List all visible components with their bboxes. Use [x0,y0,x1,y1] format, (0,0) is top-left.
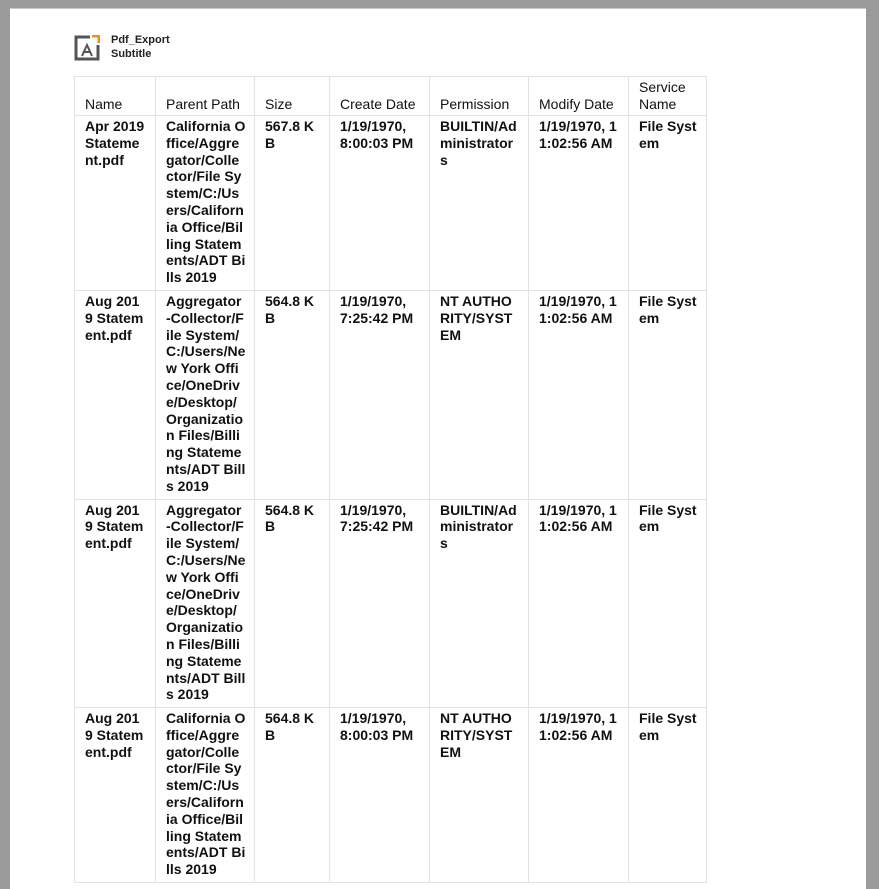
table-row [75,499,707,708]
table-cell: File System [629,116,707,291]
table-header-row [75,77,707,116]
column-header: Name [75,77,156,116]
table-cell: 564.8 KB [255,290,330,499]
column-header: Size [255,77,330,116]
table-row [75,290,707,499]
table-cell: 564.8 KB [255,708,330,883]
column-header: Modify Date [529,77,629,116]
table-cell: Aggregator-Collector/File System/C:/Users/New York Office/OneDrive/Desktop/Organization Files/Billing Statements/ADT Bills 2019 [156,290,255,499]
table-row [75,708,707,883]
column-header: Service Name [629,77,707,116]
column-header: Create Date [330,77,430,116]
table-cell: 1/19/1970, 7:25:42 PM [330,499,430,708]
table-cell: Aggregator-Collector/File System/C:/Users/New York Office/OneDrive/Desktop/Organization Files/Billing Statements/ADT Bills 2019 [156,499,255,708]
document-title: Pdf_Export [111,34,170,46]
table-cell: Aug 2019 Statement.pdf [75,708,156,883]
table-cell: File System [629,499,707,708]
table-cell: California Office/Aggregator/Collector/File System/C:/Users/California Office/Billing Statements/ADT Bills 2019 [156,116,255,291]
table-cell: Aug 2019 Statement.pdf [75,499,156,708]
app-logo-icon [74,35,100,61]
table-cell: NT AUTHORITY/SYSTEM [430,708,529,883]
table-cell: 1/19/1970, 11:02:56 AM [529,499,629,708]
table-cell: 1/19/1970, 11:02:56 AM [529,708,629,883]
column-header: Parent Path [156,77,255,116]
table-cell: File System [629,708,707,883]
table-cell: 567.8 KB [255,116,330,291]
files-table [74,76,707,883]
table-cell: California Office/Aggregator/Collector/File System/C:/Users/California Office/Billing Statements/ADT Bills 2019 [156,708,255,883]
table-cell: 1/19/1970, 11:02:56 AM [529,290,629,499]
pdf-page [10,8,866,889]
table-cell: BUILTIN/Administrators [430,116,529,291]
table-cell: BUILTIN/Administrators [430,499,529,708]
column-header: Permission [430,77,529,116]
table-cell: 1/19/1970, 7:25:42 PM [330,290,430,499]
table-cell: 1/19/1970, 8:00:03 PM [330,708,430,883]
table-cell: Apr 2019 Statement.pdf [75,116,156,291]
table-cell: Aug 2019 Statement.pdf [75,290,156,499]
table-cell: 1/19/1970, 8:00:03 PM [330,116,430,291]
document-subtitle: Subtitle [111,48,152,60]
table-cell: NT AUTHORITY/SYSTEM [430,290,529,499]
table-row [75,116,707,291]
table-cell: 564.8 KB [255,499,330,708]
table-cell: 1/19/1970, 11:02:56 AM [529,116,629,291]
table-cell: File System [629,290,707,499]
